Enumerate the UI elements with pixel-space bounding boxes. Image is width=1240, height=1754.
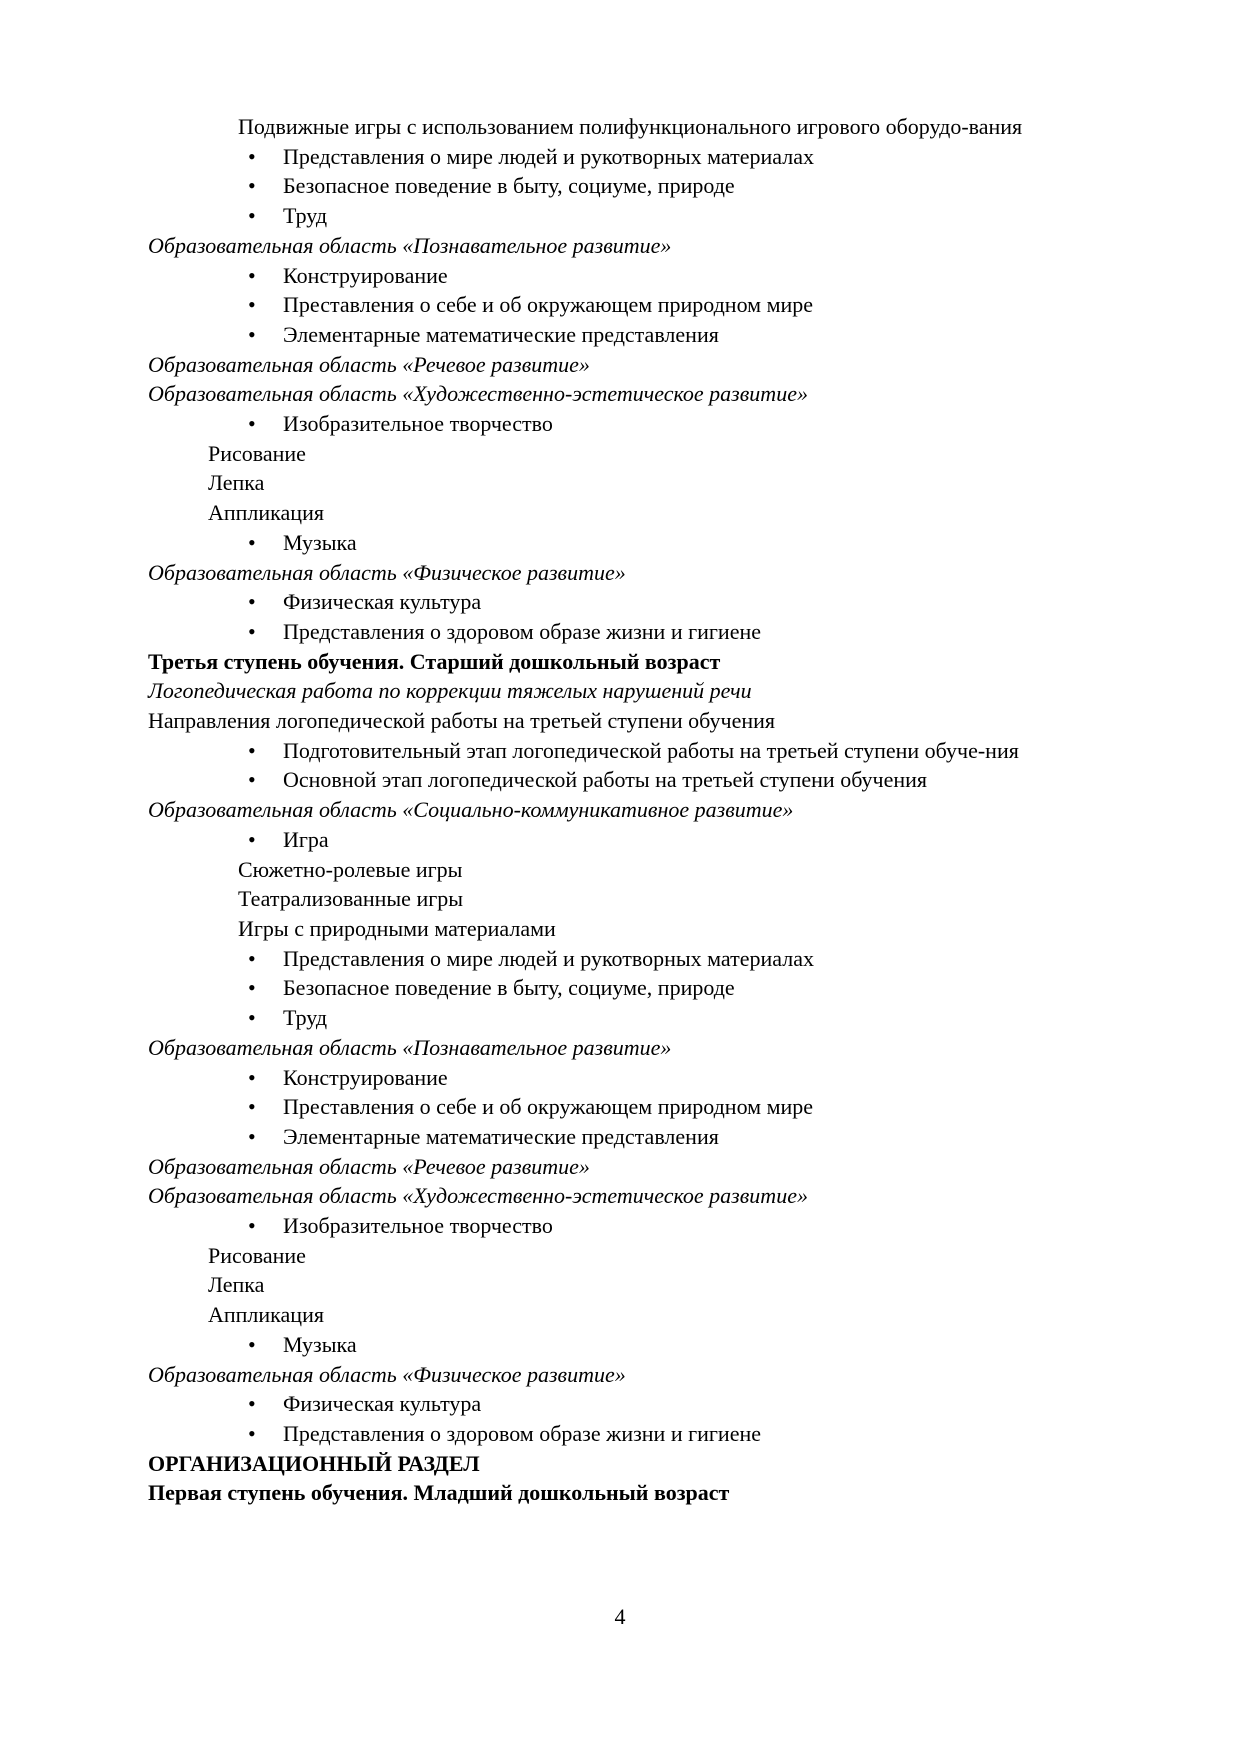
sub-item: Лепка [208,1272,265,1298]
bullet-icon: • [248,292,256,318]
list-item [148,1092,1100,1122]
sub-item: Аппликация [208,1302,324,1328]
bullet-icon: • [248,767,256,793]
bullet-icon: • [248,945,256,971]
bullet-icon: • [248,737,256,763]
sub-item: Рисование [208,440,306,466]
subsection-heading: Образовательная область «Речевое развитие» [148,351,590,377]
list-item-text: Подготовительный этап логопедической работы на третьей ступени обуче-ния [283,737,1019,763]
bullet-icon: • [248,411,256,437]
list-item-text: Изобразительное творчество [283,411,553,437]
paragraph: Подвижные игры с использованием полифункционального игрового оборудо-вания [238,114,1023,139]
subsection-heading: Образовательная область «Социально-коммуникативное развитие» [148,797,794,823]
list-item-text: Преставления о себе и об окружающем природном мире [283,292,814,318]
subsection-heading: Образовательная область «Художественно-эстетическое развитие» [148,1183,808,1209]
list-item [148,142,1100,172]
list-item-text: Элементарные математические представления [283,321,719,347]
bullet-icon: • [248,1123,256,1149]
bullet-icon: • [248,975,256,1001]
section-heading: Первая ступень обучения. Младший дошкольный возраст [148,1480,730,1506]
list-item [148,1330,1100,1360]
list-item [148,1063,1100,1093]
sub-item: Рисование [208,1242,306,1268]
list-item-text: Труд [283,203,328,229]
list-item [148,944,1100,974]
list-item [148,1122,1100,1152]
sub-item: Аппликация [208,500,324,526]
list-item [148,261,1100,291]
list-item [148,320,1100,350]
list-item-text: Конструирование [283,1064,448,1090]
list-item-text: Представления о мире людей и рукотворных материалах [283,143,814,169]
list-item-text: Элементарные математические представления [283,1123,719,1149]
list-item-text: Преставления о себе и об окружающем природном мире [283,1094,814,1120]
section-heading: Третья ступень обучения. Старший дошкольный возраст [148,648,721,674]
list-item [148,1419,1100,1449]
list-item [148,528,1100,558]
list-item-text: Безопасное поведение в быту, социуме, природе [283,173,735,199]
bullet-icon: • [248,173,256,199]
bullet-icon: • [248,1213,256,1239]
list-item-text: Основной этап логопедической работы на третьей ступени обучения [283,767,928,793]
subsection-heading: Образовательная область «Познавательное развитие» [148,1034,672,1060]
bullet-icon: • [248,1064,256,1090]
section-heading: ОРГАНИЗАЦИОННЫЙ РАЗДЕЛ [148,1450,480,1476]
list-item-text: Представления о здоровом образе жизни и гигиене [283,618,761,644]
bullet-icon: • [248,1005,256,1031]
list-item [148,825,1100,855]
list-item-text: Безопасное поведение в быту, социуме, природе [283,975,735,1001]
list-item [148,171,1100,201]
list-item [148,290,1100,320]
bullet-icon: • [248,529,256,555]
list-item-text: Музыка [283,529,357,555]
bullet-icon: • [248,1094,256,1120]
subsection-heading: Образовательная область «Физическое развитие» [148,559,626,585]
list-item [148,1211,1100,1241]
subsection-heading: Образовательная область «Физическое развитие» [148,1361,626,1387]
bullet-icon: • [248,143,256,169]
list-item-text: Игра [283,826,329,852]
bullet-icon: • [248,826,256,852]
list-item-text: Труд [283,1005,328,1031]
list-item [148,1003,1100,1033]
sub-item: Театрализованные игры [238,886,464,912]
list-item [148,1389,1100,1419]
list-item [148,587,1100,617]
bullet-icon: • [248,618,256,644]
subsection-heading: Образовательная область «Речевое развитие» [148,1153,590,1179]
page-number: 4 [614,1604,626,1629]
list-item [148,617,1100,647]
bullet-icon: • [248,1391,256,1417]
paragraph: Направления логопедической работы на третьей ступени обучения [148,708,776,734]
subsection-heading: Образовательная область «Художественно-эстетическое развитие» [148,381,808,407]
bullet-icon: • [248,262,256,288]
list-item [148,765,1100,795]
list-item-text: Конструирование [283,262,448,288]
subsection-heading: Образовательная область «Познавательное развитие» [148,232,672,258]
bullet-icon: • [248,321,256,347]
sub-item: Сюжетно-ролевые игры [238,856,463,882]
list-item-text: Изобразительное творчество [283,1213,553,1239]
document-page [148,112,1100,1508]
bullet-icon: • [248,203,256,229]
list-item [148,973,1100,1003]
list-item-text: Физическая культура [283,589,482,615]
list-item [148,409,1100,439]
list-item-text: Представления о мире людей и рукотворных материалах [283,945,814,971]
sub-item: Лепка [208,470,265,496]
subsection-heading: Логопедическая работа по коррекции тяжелых нарушений речи [148,678,752,704]
list-item-text: Музыка [283,1331,357,1357]
list-item-text: Представления о здоровом образе жизни и гигиене [283,1420,761,1446]
sub-item: Игры с природными материалами [238,915,556,941]
bullet-icon: • [248,1420,256,1446]
list-item-text: Физическая культура [283,1391,482,1417]
list-item [148,736,1100,766]
bullet-icon: • [248,1331,256,1357]
bullet-icon: • [248,589,256,615]
list-item [148,201,1100,231]
